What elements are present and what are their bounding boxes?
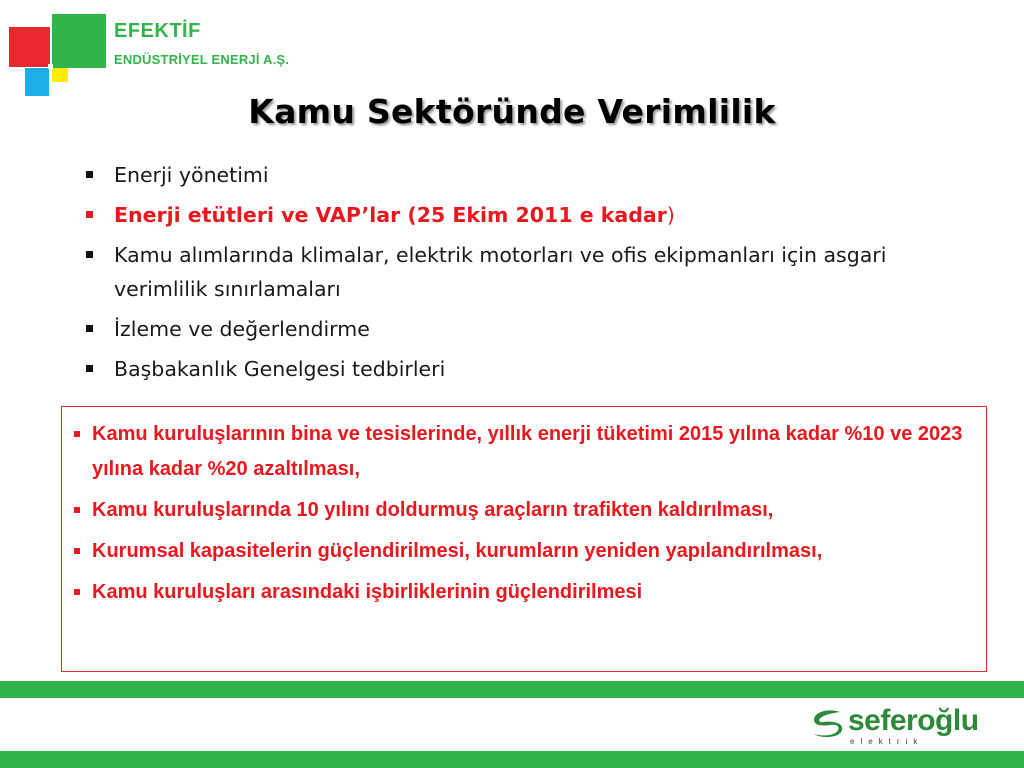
bullet-text: Başbakanlık Genelgesi tedbirleri [114,357,446,381]
seferoglu-swoosh-icon [810,708,846,740]
bullet-text: Enerji etütleri ve VAP’lar (25 Ekim 2011 e kadar [114,203,667,227]
brand-line1: EFEKTİF [114,20,201,42]
seferoglu-name: seferoğlu [848,704,979,737]
bullet-square-icon [86,365,93,372]
bullet-square-icon [74,548,80,554]
seferoglu-logo [810,704,1000,748]
bullet-square-icon [74,589,80,595]
bullet-item [84,312,984,346]
bullet-item [84,238,984,306]
bullet-square-icon [86,251,93,258]
bullet-text: Kamu alımlarında klimalar, elektrik motorları ve ofis ekipmanları için asgari verimlilik sınırlamaları [114,243,887,301]
logo-red-square [9,27,50,67]
box-item-text: Kamu kuruluşlarının bina ve tesislerinde, yıllık enerji tüketimi 2015 yılına kadar %10 ve 2023 yılına kadar %20 azaltılması, [92,423,963,480]
logo-yellow-square [52,68,68,82]
bullet-square-icon [74,431,80,437]
bullet-square-icon [86,325,93,332]
box-list [74,417,979,616]
page-title: Kamu Sektöründe Verimlilik [248,92,776,131]
bullet-item [84,352,984,386]
bullet-item [84,158,984,192]
bullet-item-highlight [84,198,984,232]
box-item [74,534,979,569]
green-band-bottom [0,751,1024,768]
box-item [74,417,979,487]
seferoglu-sub: elektrik [850,737,924,746]
green-band-top [0,681,1024,698]
bullet-square-icon [86,211,93,218]
bullet-text: Enerji yönetimi [114,163,269,187]
box-item-text: Kamu kuruluşları arasındaki işbirliklerinin güçlendirilmesi [92,581,643,603]
bullet-list [84,158,984,392]
highlight-box [61,406,987,672]
bullet-square-icon [74,507,80,513]
box-item [74,493,979,528]
bullet-square-icon [86,171,93,178]
box-item-text: Kurumsal kapasitelerin güçlendirilmesi, kurumların yeniden yapılandırılması, [92,540,823,562]
box-item-text: Kamu kuruluşlarında 10 yılını doldurmuş araçların trafikten kaldırılması, [92,499,774,521]
logo-green-square [52,14,106,68]
brand-text [114,20,289,68]
brand-line2: ENDÜSTRİYEL ENERJİ A.Ş. [114,52,290,67]
bullet-text: İzleme ve değerlendirme [114,317,370,341]
logo-white-dot [48,64,53,69]
bullet-suffix: ) [666,203,675,227]
box-item [74,575,979,610]
